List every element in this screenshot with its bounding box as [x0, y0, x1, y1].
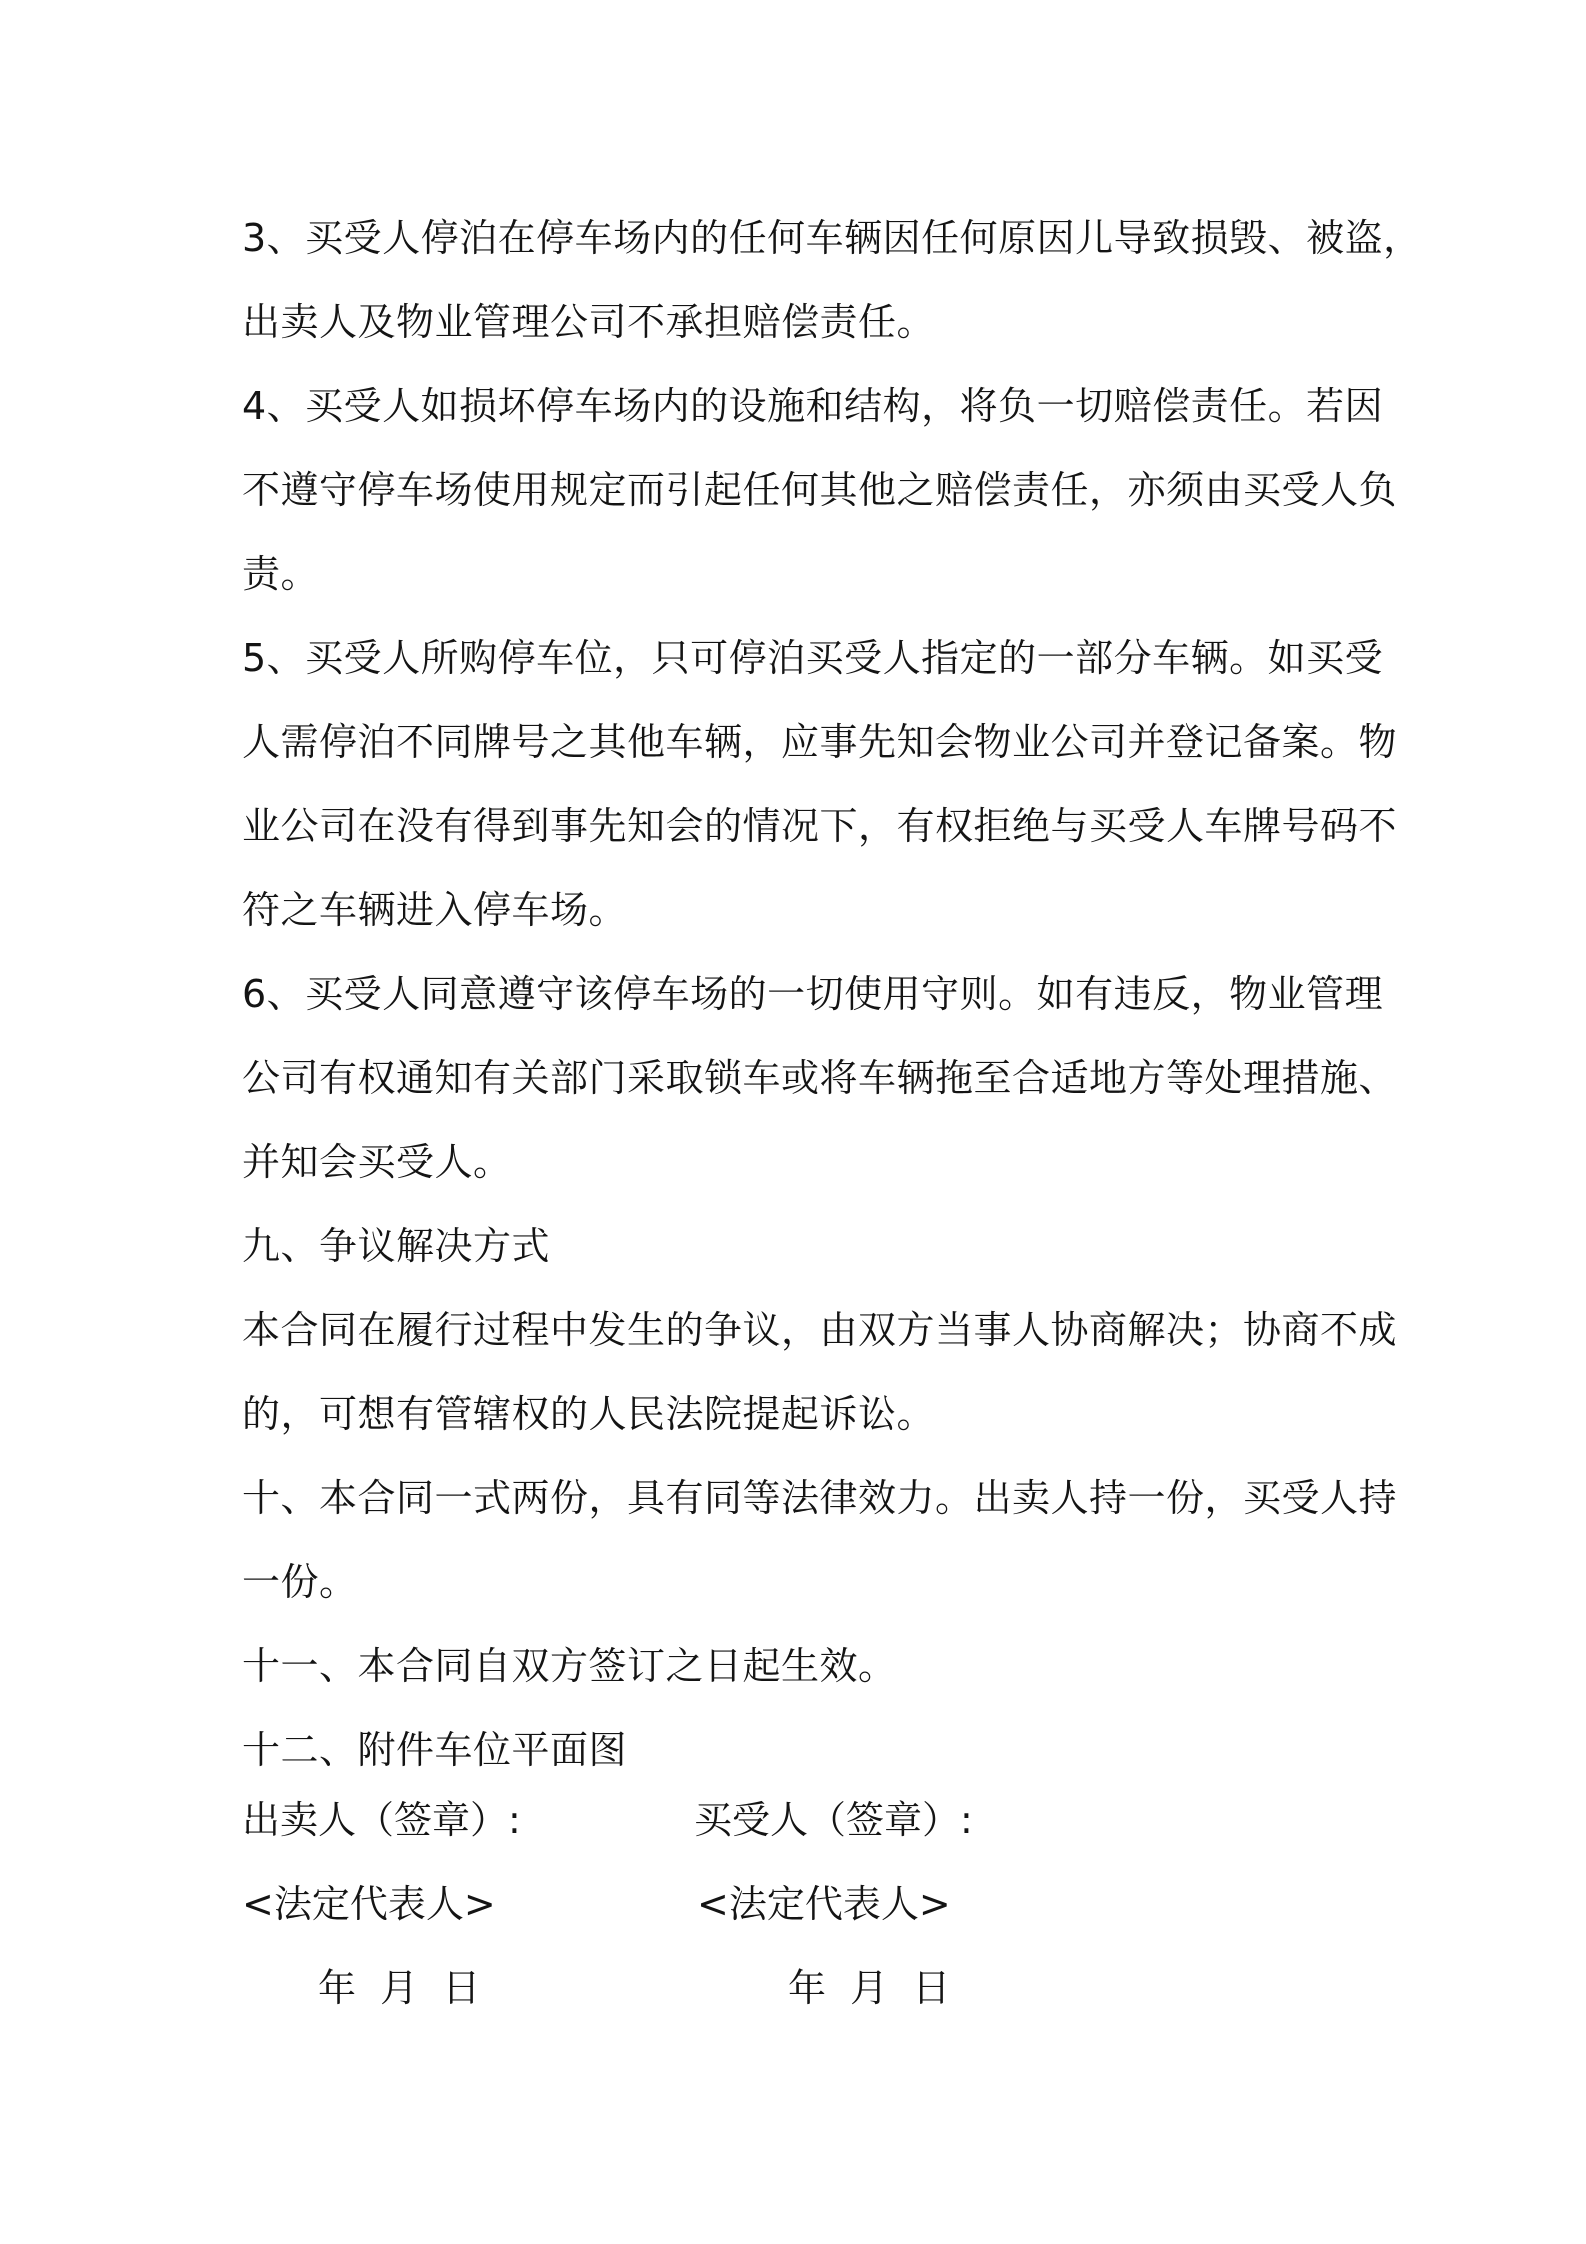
buyer-legal-rep: <法定代表人> [697, 1882, 951, 1926]
section-10-line-2: 一份。 [242, 1560, 358, 1604]
clause-6-line-3: 并知会买受人。 [242, 1140, 512, 1184]
clause-5-line-2: 人需停泊不同牌号之其他车辆，应事先知会物业公司并登记备案。物 [242, 720, 1398, 764]
clause-4-line-3: 责。 [242, 552, 320, 596]
buyer-signature-label: 买受人（签章）: [694, 1798, 973, 1842]
section-11: 十一、本合同自双方签订之日起生效。 [242, 1644, 897, 1688]
clause-4-line-1: 4、买受人如损坏停车场内的设施和结构，将负一切赔偿责任。若因 [242, 384, 1384, 428]
clause-3-line-1: 3、买受人停泊在停车场内的任何车辆因任何原因儿导致损毁、被盗， [242, 216, 1422, 260]
section-9-line-1: 本合同在履行过程中发生的争议，由双方当事人协商解决；协商不成 [242, 1308, 1398, 1352]
section-9-line-2: 的，可想有管辖权的人民法院提起诉讼。 [242, 1392, 936, 1436]
clause-5-line-3: 业公司在没有得到事先知会的情况下，有权拒绝与买受人车牌号码不 [242, 804, 1398, 848]
clause-4-line-2: 不遵守停车场使用规定而引起任何其他之赔偿责任，亦须由买受人负 [242, 468, 1398, 512]
section-10-line-1: 十、本合同一式两份，具有同等法律效力。出卖人持一份，买受人持 [242, 1476, 1398, 1520]
seller-legal-rep: <法定代表人> [242, 1882, 496, 1926]
clause-3-line-2: 出卖人及物业管理公司不承担赔偿责任。 [242, 300, 936, 344]
section-12: 十二、附件车位平面图 [242, 1728, 628, 1772]
buyer-date: 年 月 日 [788, 1966, 951, 2010]
seller-signature-label: 出卖人（签章）: [242, 1798, 521, 1842]
seller-date: 年 月 日 [318, 1966, 481, 2010]
clause-6-line-1: 6、买受人同意遵守该停车场的一切使用守则。如有违反，物业管理 [242, 972, 1384, 1016]
clause-5-line-4: 符之车辆进入停车场。 [242, 888, 628, 932]
clause-5-line-1: 5、买受人所购停车位，只可停泊买受人指定的一部分车辆。如买受 [242, 636, 1384, 680]
clause-6-line-2: 公司有权通知有关部门采取锁车或将车辆拖至合适地方等处理措施、 [242, 1056, 1398, 1100]
section-9-heading: 九、争议解决方式 [242, 1224, 551, 1268]
contract-page [242, 196, 1422, 1792]
